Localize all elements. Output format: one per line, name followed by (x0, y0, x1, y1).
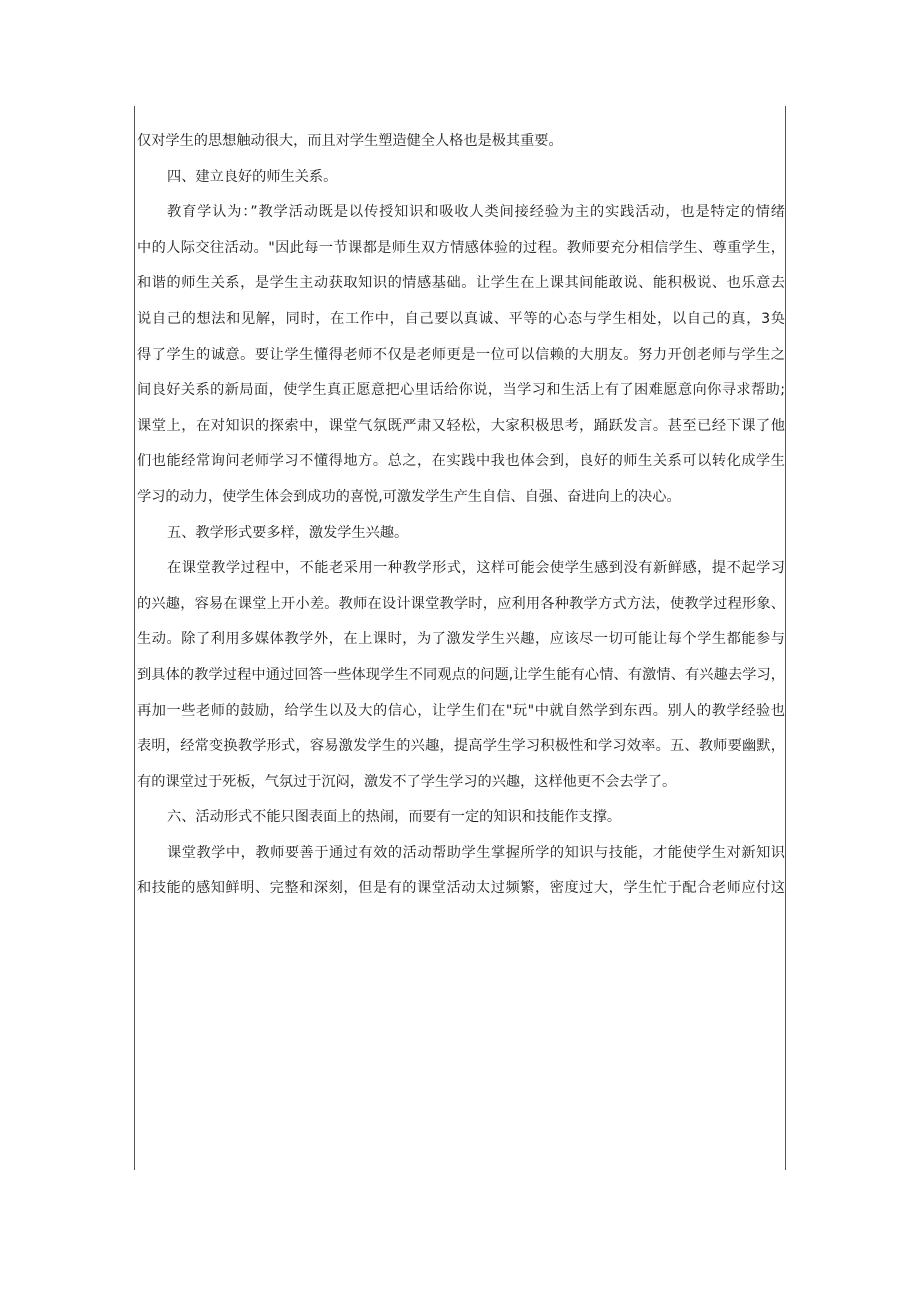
paragraph-line: 在课堂教学过程中，不能老采用一种教学形式，这样可能会使学生感到没有新鲜感，提不起学习 (167, 560, 785, 577)
paragraph-line: 表明，经常变换教学形式，容易激发学生的兴趣，提高学生学习积极性和学习效率。五、教师要幽默， (137, 738, 785, 755)
paragraph-line: 学习的动力，使学生体会到成功的喜悦,可激发学生产生自信、自强、奋进向上的决心。 (137, 488, 681, 505)
paragraph-line: 中的人际交往活动。"因此每一节课都是师生双方情感体验的过程。教师要充分相信学生、尊重学生， (137, 239, 785, 256)
paragraph-line: 教育学认为：”教学活动既是以传授知识和吸收人类间接经验为主的实践活动，也是特定的情绪 (167, 204, 785, 221)
paragraph-line: 们也能经常询问老师学习不懂得地方。总之，在实践中我也体会到，良好的师生关系可以转化成学生 (137, 453, 785, 470)
section-heading: 四、建立良好的师生关系。 (167, 168, 338, 185)
paragraph-line: 生动。除了利用多媒体教学外，在上课时，为了激发学生兴趣，应该尽一切可能让每个学生都能参与 (137, 631, 785, 648)
paragraph-line: 说自己的想法和见解，同时，在工作中，自己要以真诚、平等的心态与学生相处，以自己的真，3奂 (137, 310, 785, 327)
paragraph-line: 和技能的感知鲜明、完整和深刻，但是有的课堂活动太过频繁，密度过大，学生忙于配合老师应付这 (137, 880, 785, 897)
paragraph-line: 有的课堂过于死板，气氛过于沉闷，激发不了学生学习的兴趣，这样他更不会去学了。 (137, 773, 677, 790)
paragraph-line: 得了学生的诚意。要让学生懂得老师不仅是老师更是一位可以信赖的大朋友。努力开创老师与学生之 (137, 346, 785, 363)
document-body (137, 124, 785, 907)
paragraph-line: 和谐的师生关系，是学生主动获取知识的情感基础。让学生在上课其间能敢说、能积极说、也乐意去 (137, 275, 785, 292)
section-heading: 五、教学形式要多样，激发学生兴趣。 (167, 524, 409, 541)
paragraph-line: 课堂教学中，教师要善于通过有效的活动帮助学生掌握所学的知识与技能，才能使学生对新知识 (167, 844, 785, 861)
section-heading: 六、活动形式不能只图表面上的热闹，而要有一定的知识和技能作支撑。 (167, 809, 622, 826)
paragraph-line: 再加一些老师的鼓励，给学生以及大的信心，让学生们在"玩"中就自然学到东西。别人的教学经验也 (137, 702, 785, 719)
paragraph-line: 的兴趣，容易在课堂上开小差。教师在设计课堂教学时，应利用各种教学方式方法，使教学过程形象、 (137, 595, 785, 612)
paragraph-line: 间良好关系的新局面，使学生真正愿意把心里话给你说，当学习和生活上有了困难愿意向你寻求帮助; (137, 382, 785, 399)
paragraph-line: 仅对学生的思想触动很大，而且对学生塑造健全人格也是极其重要。 (137, 133, 563, 149)
paragraph-line: 课堂上，在对知识的探索中，课堂气氛既严肃又轻松，大家积极思考，踊跃发言。甚至已经下课了他 (137, 417, 785, 434)
paragraph-line: 到具体的教学过程中通过回答一些体现学生不同观点的问题,让学生能有心情、有激情、有兴趣去学习， (137, 666, 785, 683)
